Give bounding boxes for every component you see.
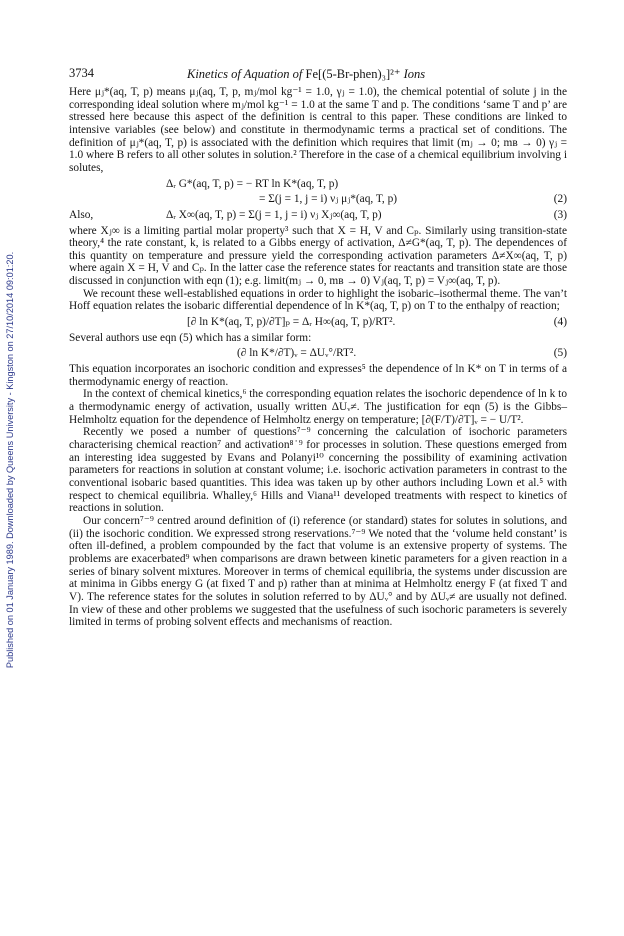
running-title-formula: Fe[(5-Br-phen)₃]²⁺ (305, 67, 401, 81)
paragraph-2: where Xⱼ∞ is a limiting partial molar property³ such that X = H, V and Cₚ. Similarly using transition-state theory,⁴ the rate constant, k, is related to a Gibbs energy of activation, Δ≠G*(aq, T, p). The dependences of this quantity on temperature and pressure yield the corresponding activation parameters Δ≠X∞(aq, T, p) where again X = H, V and Cₚ. In the latter case the reference states for reactants and transition state are those discussed in conjunction with eqn (1); e.g. limit(mⱼ → 0, mʙ → 0) Vⱼ(aq, T, p) = Vⱼ∞(aq, T, p). (69, 224, 567, 288)
paragraph-6: In the context of chemical kinetics,⁶ the corresponding equation relates the isochoric dependence of ln k to a thermodynamic energy of activation, usually written ΔUᵥ≠. The justification for eqn (5) is the Gibbs–Helmholtz equation for the dependence of Helmholtz energy on temperature; [∂(F/T)/∂T]ᵥ = − U/T². (69, 388, 567, 426)
paragraph-7: Recently we posed a number of questions⁷⁻⁹ concerning the calculation of isochoric parameters characterising chemical reaction⁷ and activation⁸˙⁹ for processes in solution. These questions emerged from an interesting idea suggested by Evans and Polanyi¹⁰ concerning the possibility of examining activation parameters for reactions in solution at constant volume; i.e. isochoric activation parameters in contrast to the conventional isobaric based quantities. This idea was taken up by other authors including Lown et al.⁵ with respect to chemical equilibria. Whalley,⁶ Hills and Viana¹¹ developed treatments with respect to kinetics of reactions in solution. (69, 426, 567, 515)
equation-3-body: Δᵣ X∞(aq, T, p) = Σ(j = 1, j = i) νⱼ Xⱼ∞(aq, T, p) (166, 208, 382, 221)
paper-page (69, 66, 567, 629)
paragraph-5: This equation incorporates an isochoric condition and expresses⁵ the dependence of ln K* on T in terms of a thermodynamic energy of reaction. (69, 363, 567, 388)
equation-2 (69, 193, 567, 206)
equation-4 (69, 316, 567, 329)
running-title (187, 66, 425, 82)
equation-5-number: (5) (553, 347, 567, 360)
running-title-text: Kinetics of Aquation of (187, 67, 303, 81)
equation-1-body: Δᵣ G*(aq, T, p) = − RT ln K*(aq, T, p) (166, 177, 339, 190)
equation-3-number: (3) (553, 208, 567, 221)
equation-5 (69, 347, 567, 360)
equation-4-number: (4) (553, 316, 567, 329)
equation-1 (69, 178, 567, 191)
equation-2-body: = Σ(j = 1, j = i) νⱼ μⱼ*(aq, T, p) (259, 193, 398, 206)
paragraph-8: Our concern⁷⁻⁹ centred around definition of (i) reference (or standard) states for solutes in solutions, and (ii) the isochoric condition. We expressed strong reservations.⁷⁻⁹ We noted that the ‘volume held constant’ is often ill-defined, a problem compounded by the fact that volume is an extensive property of systems. The problems are exacerbated⁹ when comparisons are drawn between kinetic parameters for a given reaction in a series of binary solvent mixtures. Moreover in terms of chemical equilibria, the systems under discussion are at minima in Gibbs energy G (at fixed T and p) rather than at minima at Helmholtz energy F (at fixed T and V). The reference states for the solutes in solution referred to by ΔUᵥ° and by ΔUᵥ≠ are usually not defined. In view of these and other problems we suggested that the usefulness of such isochoric parameters is severely limited in terms of probing solvent effects and mechanisms of reaction. (69, 514, 567, 629)
download-watermark-text: Published on 01 January 1989. Downloaded by Queens University - Kingston on 27/10/2014 09:01:20. (5, 251, 15, 669)
equation-4-body: [∂ ln K*(aq, T, p)/∂T]ₚ = Δᵣ H∞(aq, T, p)/RT². (187, 316, 396, 329)
download-watermark (2, 150, 18, 770)
running-title-end: Ions (403, 67, 426, 81)
running-header (69, 66, 567, 82)
paragraph-1: Here μⱼ*(aq, T, p) means μⱼ(aq, T, p, mⱼ/mol kg⁻¹ = 1.0, γⱼ = 1.0), the chemical potential of solute j in the corresponding ideal solution where mⱼ/mol kg⁻¹ = 1.0 at the same T and p. The conditions ‘same T and p’ are stressed here because this aspect of the definition is central to this paper. These conditions are linked to intensive variables (see below) and constitute in thermodynamic terms a practical set of conditions. The definition of μⱼ*(aq, T, p) is associated with the definition which requires that limit (mⱼ → 0; mʙ → 0) γⱼ = 1.0 where B refers to all other solutes in solution.² Therefore in the case of a chemical equilibrium involving i solutes, (69, 86, 567, 174)
paragraph-3: We recount these well-established equations in order to highlight the isobaric–isothermal theme. The van’t Hoff equation relates the isobaric differential dependence of ln K*(aq, T, p) on T to the enthalpy of reaction; (69, 287, 567, 313)
equation-5-body: (∂ ln K*/∂T)ᵥ = ΔUᵥ°/RT². (237, 347, 357, 360)
equation-3 (69, 209, 567, 222)
paragraph-4: Several authors use eqn (5) which has a similar form: (69, 331, 312, 344)
page-number: 3734 (69, 66, 94, 80)
equation-3-label: Also, (69, 208, 94, 221)
equation-2-number: (2) (553, 193, 567, 206)
